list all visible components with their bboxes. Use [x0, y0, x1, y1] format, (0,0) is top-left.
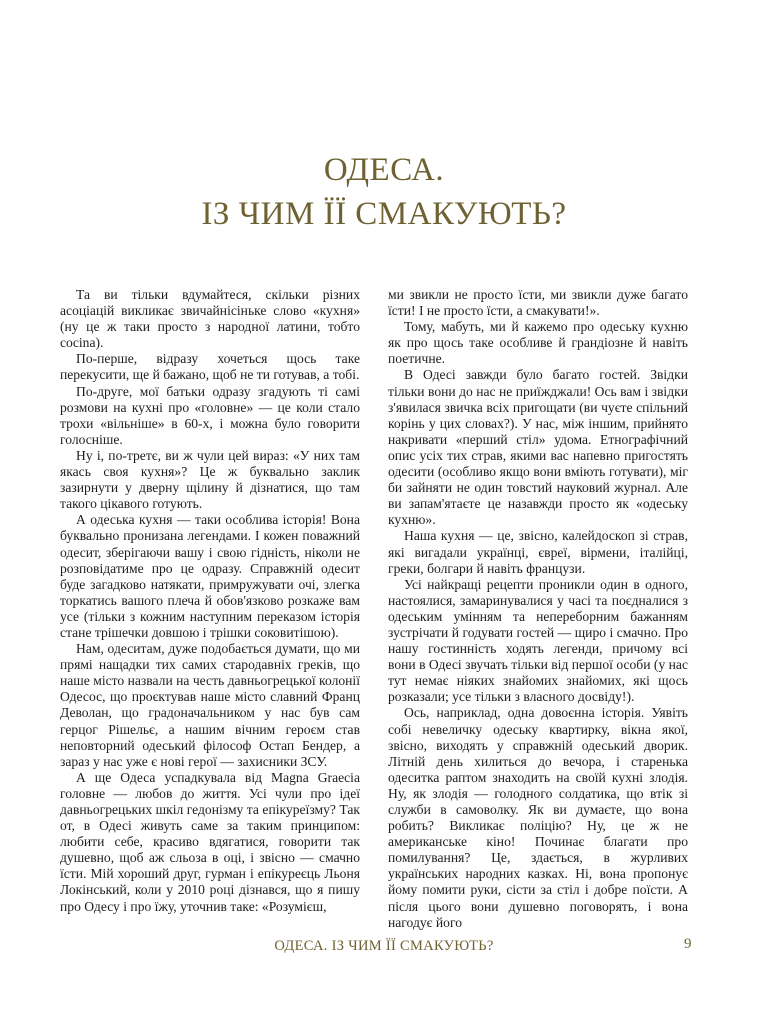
left-text-column — [60, 287, 360, 915]
paragraph: Наша кухня — це, звісно, калейдоскоп зі страв, які вигадали українці, євреї, вірмени, італійці, греки, болгари й навіть французи. — [388, 528, 688, 576]
paragraph: А ще Одеса успадкувала від Magna Graecia головне — любов до життя. Усі чули про ідеї давньогрецьких шкіл гедонізму та епікуреїзму? Так от, в Одесі живуть саме за таким принципом: любити себе, красиво вдягатися, говорити так душевно, щоб аж сльоза в оці, і звісно — смачно їсти. Мій хороший друг, гурман і епікуреєць Льоня Локінський, коли у 2010 році дізнався, що я пишу про Одесу і про їжу, уточнив таке: «Розумієш, — [60, 769, 360, 914]
page-number: 9 — [684, 936, 692, 952]
paragraph: По-перше, відразу хочеться щось таке перекусити, ще й бажано, щоб не ти готував, а тобі. — [60, 351, 360, 383]
paragraph: В Одесі завжди було багато гостей. Звідки тільки вони до нас не приїжджали! Ось вам і звідки з'явилася звичка всіх пригощати (ви чуєте спільний корінь у цих словах?). У нас, між іншим, прийнято накривати «перший стіл» удома. Етнографічний опис усіх тих страв, якими вас напевно пригостять одесити (особливо якщо вони вміють готувати), міг би зайняти не один товстий науковий журнал. Але ви запам'ятаєте це назавжди просто як «одеську кухню». — [388, 367, 688, 528]
paragraph: Ну і, по-третє, ви ж чули цей вираз: «У них там якась своя кухня»? Це ж буквально заклик зазирнути у дверну щілину й дізнатися, що там такого цікавого готують. — [60, 447, 360, 512]
paragraph: А одеська кухня — таки особлива історія! Вона буквально пронизана легендами. І кожен поважний одесит, зберігаючи вашу і свою гідність, ніколи не розповідатиме про це одразу. Справжній одесит буде загадково натякати, примружувати очі, злегка торкатись вашого плеча й обов'язково розкаже вам усе (тільки з кожним наступним переказом історія стане трішечки довшою і трішки соковитішою). — [60, 512, 360, 640]
chapter-title-line-1: ОДЕСА. — [323, 152, 445, 188]
paragraph: По-друге, мої батьки одразу згадують ті самі розмови на кухні про «головне» — це коли стало трохи «вільніше» в 60-х, і можна було говорити голосніше. — [60, 383, 360, 447]
paragraph-continuation: ми звикли не просто їсти, ми звикли дуже багато їсти! І не просто їсти, а смакувати!». — [388, 287, 688, 319]
paragraph: Тому, мабуть, ми й кажемо про одеську кухню як про щось таке особливе й грандіозне й навіть поетичне. — [388, 319, 688, 367]
paragraph: Та ви тільки вдумайтеся, скільки різних асоціацій викликає звичайнісіньке слово «кухня» (ну це ж таки просто з народної латини, тобто cocina). — [60, 287, 360, 351]
right-text-column — [388, 287, 688, 931]
paragraph: Ось, наприклад, одна довоєнна історія. Уявіть собі невеличку одеську квартирку, вікна якої, звісно, виходять у справжній одеський дворик. Літній день хилиться до вечора, і старенька одеситка раптом знаходить на своїй кухні злодія. Ну, як злодія — голодного солдатика, що втік зі служби в самоволку. Як ви думаєте, що вона робить? Викликає поліцію? Ну, це ж не американське кіно! Починає благати про помилування? Це, здається, в журливих українських народних казках. Ні, вона пропонує йому помити руки, сісти за стіл і добре поїсти. А після цього вони душевно поговорять, і вона нагодує його — [388, 705, 688, 930]
paragraph: Нам, одеситам, дуже подобається думати, що ми прямі нащадки тих самих стародавніх греків, що наше місто назвали на честь давньогрецької колонії Одесос, що проєктував наше місто славний Франц Деволан, що градоначальником у нас був сам герцог Рішельє, а нашим вічним героєм став неповторний одеський філософ Остап Бендер, а зараз у нас уже є нові герої — захисники ЗСУ. — [60, 641, 360, 769]
paragraph: Усі найкращі рецепти проникли один в одного, настоялися, замаринувалися у часі та поєдналися з одеським умінням та непереборним бажанням зустрічати й годувати гостей — щиро і смачно. Про нашу гостинність ходять легенди, причому всі вони в Одесі звучать тільки від першої особи (у нас тут немає ніяких знайомих знайомих, які щось розказали; усе тільки з власного досвіду!). — [388, 576, 688, 705]
chapter-title-line-2: ІЗ ЧИМ ЇЇ СМАКУЮТЬ? — [201, 196, 567, 232]
chapter-title — [0, 148, 768, 236]
running-footer-title: ОДЕСА. ІЗ ЧИМ ЇЇ СМАКУЮТЬ? — [274, 938, 494, 954]
